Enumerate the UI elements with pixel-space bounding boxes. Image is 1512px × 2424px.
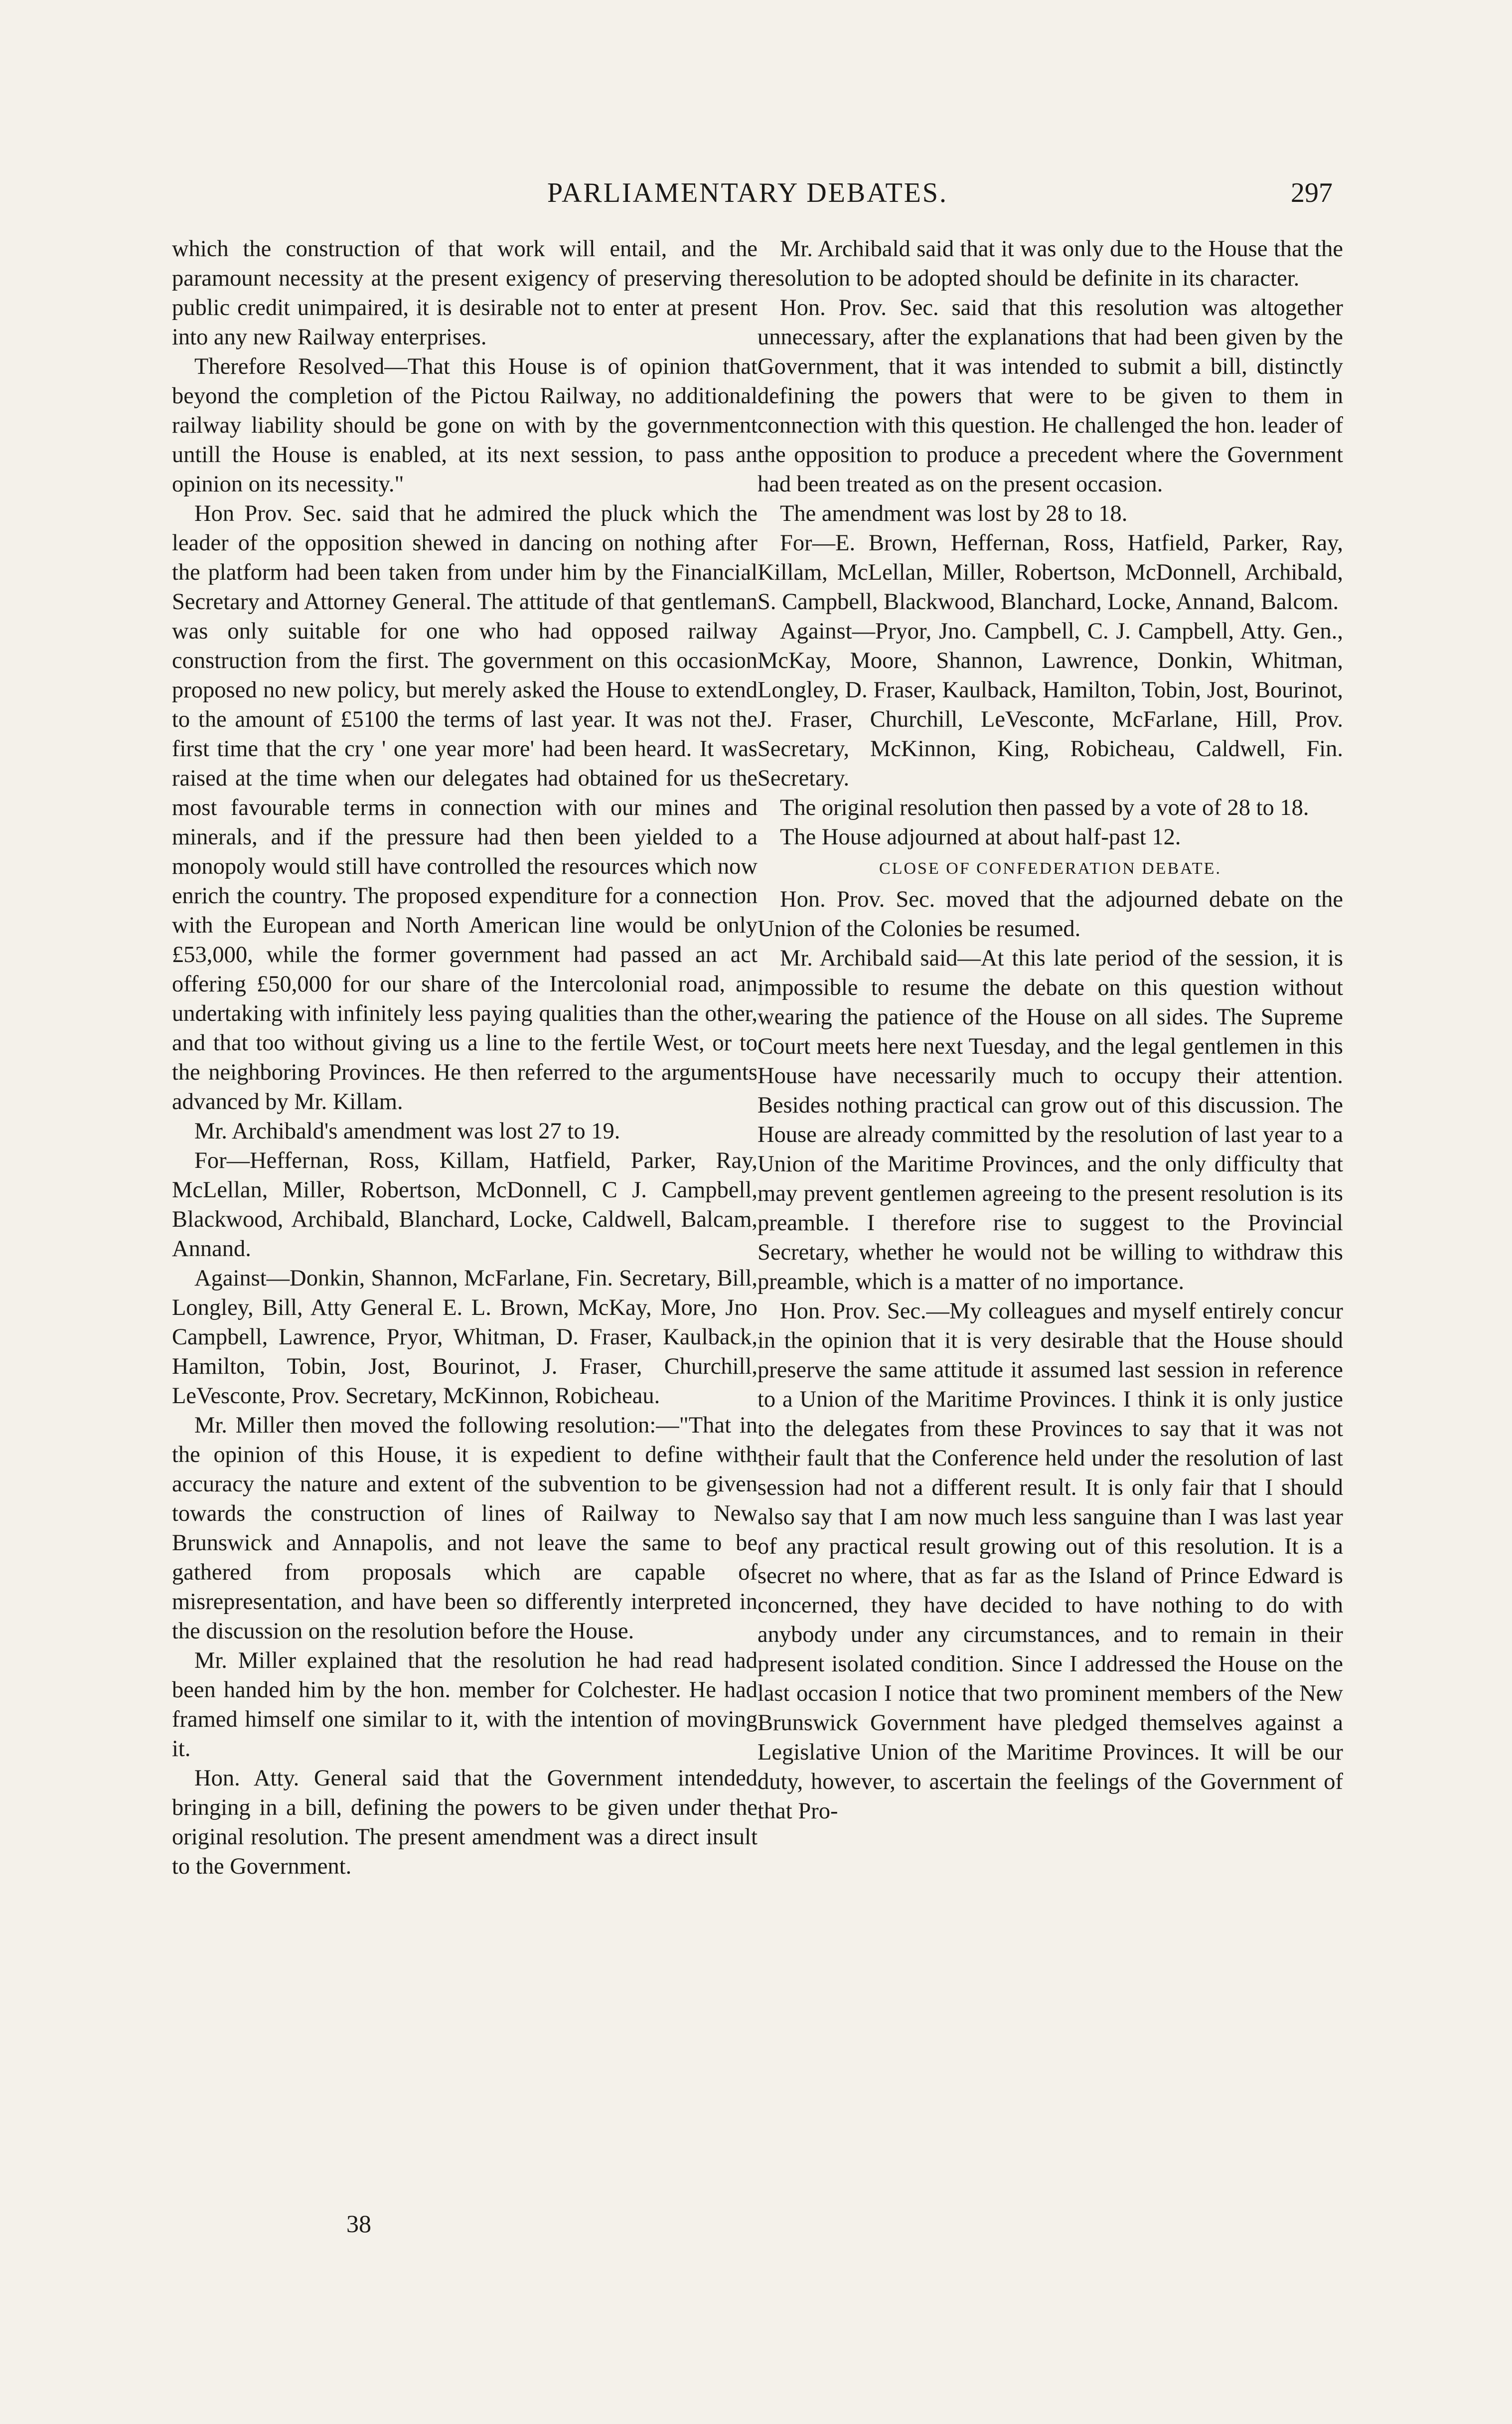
paragraph: which the construction of that work will entail, and the paramount necessity at the present exigency of preserving the public credit unimpaired, it is desirable not to enter at present into any new Railway enterprises. <box>172 236 757 350</box>
paragraph: The original resolution then passed by a vote of 28 to 18. <box>780 795 1309 820</box>
paragraph: Mr. Archibald's amendment was lost 27 to 19. <box>194 1119 620 1144</box>
paragraph: Mr. Miller explained that the resolution he had read had been handed him by the hon. member for Colchester. He had framed himself one similar to it, with the intention of moving it. <box>172 1648 757 1762</box>
paragraph: Hon. Prov. Sec. moved that the adjourned debate on the Union of the Colonies be resumed. <box>757 887 1343 942</box>
paragraph: Hon. Atty. General said that the Government intended bringing in a bill, defining the powers to be given under the original resolution. The present amendment was a direct insult to the Government. <box>172 1766 757 1879</box>
paragraph: Mr. Archibald said that it was only due to the House that the resolution to be adopted should be definite in its character. <box>757 236 1343 291</box>
paragraph: For—E. Brown, Heffernan, Ross, Hatfield, Parker, Ray, Killam, McLellan, Miller, Robertson, McDonnell, Archibald, S. Campbell, Blackwood, Blanchard, Locke, Annand, Balcom. <box>757 530 1343 615</box>
paragraph: Hon. Prov. Sec.—My colleagues and myself entirely concur in the opinion that it is very desirable that the House should preserve the same attitude it assumed last session in reference to a Union of the Maritime Provinces. I think it is only justice to the delegates from these Provinces to say that it was not their fault that the Conference held under the resolution of last session had not a different result. It is only fair that I should also say that I am now much less sanguine than I was last year of any practical result growing out of this resolution. It is a secret no where, that as far as the Island of Prince Edward is concerned, they have decided to have nothing to do with anybody under any circumstances, and to remain in their present isolated condition. Since I addressed the House on the last occasion I notice that two prominent members of the New Brunswick Government have pledged themselves against a Legislative Union of the Maritime Provinces. It will be our duty, however, to ascertain the feelings of the Government of that Pro- <box>757 1298 1343 1824</box>
paragraph: Against—Pryor, Jno. Campbell, C. J. Campbell, Atty. Gen., McKay, Moore, Shannon, Lawrence, Donkin, Whitman, Longley, D. Fraser, Kaulback, Hamilton, Tobin, Jost, Bourinot, J. Fraser, Churchill, LeVesconte, McFarlane, Hill, Prov. Secretary, McKinnon, King, Robicheau, Caldwell, Fin. Secretary. <box>757 619 1343 791</box>
section-heading: CLOSE OF CONFEDERATION DEBATE. <box>879 859 1221 878</box>
page-number: 297 <box>1291 177 1333 208</box>
paragraph: Against—Donkin, Shannon, McFarlane, Fin. Secretary, Bill, Longley, Bill, Atty General E. L. Brown, McKay, More, Jno Campbell, Lawrence, Pryor, Whitman, D. Fraser, Kaulback, Hamilton, Tobin, Jost, Bourinot, J. Fraser, Churchill, LeVesconte, Prov. Secretary, McKinnon, Robicheau. <box>172 1266 757 1409</box>
left-column <box>172 234 757 1881</box>
signature-mark: 38 <box>346 2210 371 2238</box>
paragraph: Hon Prov. Sec. said that he admired the pluck which the leader of the opposition shewed in dancing on nothing after the platform had been taken from under him by the Financial Secretary and Attorney General. The attitude of that gentleman was only suitable for one who had opposed railway construction from the first. The government on this occasion proposed no new policy, but merely asked the House to extend to the amount of £5100 the terms of last year. It was not the first time that the cry ' one year more' had been heard. It was raised at the time when our delegates had obtained for us the most favourable terms in connection with our mines and minerals, and if the pressure had then been yielded to a monopoly would still have controlled the resources which now enrich the country. The proposed expenditure for a connection with the European and North American line would be only £53,000, while the former government had passed an act offering £50,000 for our share of the Intercolonial road, an undertaking with infinitely less paying qualities than the other, and that too without giving us a line to the fertile West, or to the neighboring Provinces. He then referred to the arguments advanced by Mr. Killam. <box>172 501 757 1115</box>
paragraph: Mr. Miller then moved the following resolution:—"That in the opinion of this House, it is expedient to define with accuracy the nature and extent of the subvention to be given towards the construction of lines of Railway to New Brunswick and Annapolis, and not leave the same to be gathered from proposals which are capable of misrepresentation, and have been so differently interpreted in the discussion on the resolution before the House. <box>172 1413 757 1644</box>
paragraph: Hon. Prov. Sec. said that this resolution was altogether unnecessary, after the explanations that had been given by the Government, that it was intended to submit a bill, distinctly defining the powers that were to be given to them in connection with this question. He challenged the hon. leader of the opposition to produce a precedent where the Government had been treated as on the present occasion. <box>757 295 1343 497</box>
running-title: PARLIAMENTARY DEBATES. <box>547 177 948 208</box>
right-column <box>757 234 1343 1826</box>
running-head <box>0 177 1512 217</box>
paragraph: Mr. Archibald said—At this late period of the session, it is impossible to resume the debate on this question without wearing the patience of the House on all sides. The Supreme Court meets here next Tuesday, and the legal gentlemen in this House have necessarily much to occupy their attention. Besides nothing practical can grow out of this discussion. The House are already committed by the resolution of last year to a Union of the Maritime Provinces, and the only difficulty that may prevent gentlemen agreeing to the present resolution is its preamble. I therefore rise to suggest to the Provincial Secretary, whether he would not be willing to withdraw this preamble, which is a matter of no importance. <box>757 946 1343 1294</box>
paragraph: The amendment was lost by 28 to 18. <box>780 501 1128 526</box>
paragraph: The House adjourned at about half-past 12. <box>780 824 1181 850</box>
paragraph: For—Heffernan, Ross, Killam, Hatfield, Parker, Ray, McLellan, Miller, Robertson, McDonnell, C J. Campbell, Blackwood, Archibald, Blanchard, Locke, Caldwell, Balcam, Annand. <box>172 1148 757 1262</box>
paragraph: Therefore Resolved—That this House is of opinion that beyond the completion of the Pictou Railway, no additional railway liability should be gone on with by the government untill the House is enabled, at its next session, to pass an opinion on its necessity." <box>172 354 757 497</box>
